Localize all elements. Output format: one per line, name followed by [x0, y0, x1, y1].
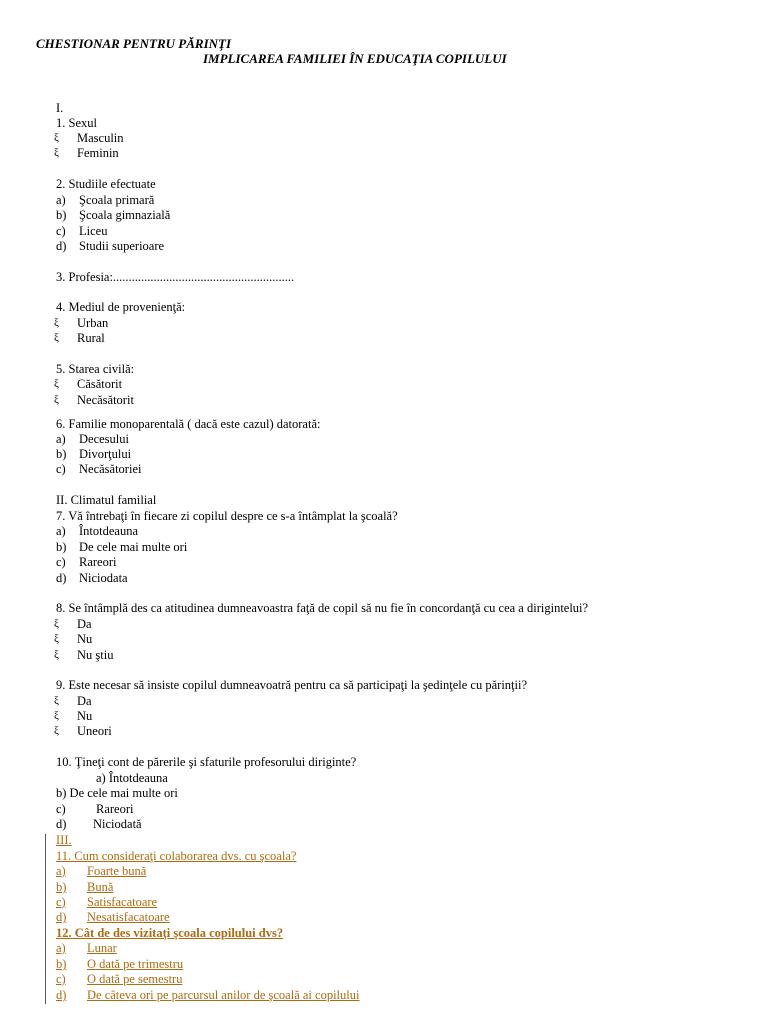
question-1: 1. Sexul: [56, 116, 97, 130]
q8-option: Da: [77, 617, 92, 631]
q9-option: Uneori: [77, 724, 112, 738]
q5-option: Căsătorit: [77, 377, 123, 391]
q11-option: Nesatisfacatoare: [87, 910, 170, 924]
q7-letter: a): [56, 524, 66, 538]
q6-letter: a): [56, 432, 66, 446]
section-roman-1: I.: [56, 101, 64, 115]
q2-letter: b): [56, 208, 67, 222]
bullet-icon: ξ: [54, 710, 59, 722]
q7-letter: b): [56, 540, 67, 554]
question-5: 5. Starea civilă:: [56, 362, 135, 376]
bullet-icon: ξ: [54, 649, 59, 661]
question-11: 11. Cum consideraţi colaborarea dvs. cu şcoala?: [56, 849, 297, 863]
q12-letter: c): [56, 972, 66, 986]
q9-option: Da: [77, 694, 92, 708]
title-line-1: CHESTIONAR PENTRU PĂRINŢI: [36, 36, 232, 51]
q2-letter: d): [56, 239, 67, 253]
q11-letter: a): [56, 864, 66, 878]
bullet-icon: ξ: [54, 725, 59, 737]
bullet-icon: ξ: [54, 633, 59, 645]
q1-option: Masculin: [77, 131, 124, 145]
question-2: 2. Studiile efectuate: [56, 177, 156, 191]
question-10: 10. Ţineţi cont de părerile şi sfaturile profesorului diriginte?: [56, 755, 357, 769]
q11-option: Satisfacatoare: [87, 895, 158, 909]
q2-option: Şcoala gimnazială: [79, 208, 171, 222]
q12-option: Lunar: [87, 941, 117, 955]
q6-letter: c): [56, 462, 66, 476]
q12-letter: d): [56, 988, 67, 1002]
section-roman-2: II. Climatul familial: [56, 493, 157, 507]
question-3: 3. Profesia:..........................................................: [56, 270, 295, 284]
q7-option: Niciodata: [79, 571, 128, 585]
q10-letter: d): [56, 817, 67, 831]
q2-option: Şcoala primară: [79, 193, 155, 207]
q12-letter: a): [56, 941, 66, 955]
q7-option: De cele mai multe ori: [79, 540, 188, 554]
q6-letter: b): [56, 447, 67, 461]
q11-letter: c): [56, 895, 66, 909]
q2-letter: c): [56, 224, 66, 238]
q2-letter: a): [56, 193, 66, 207]
q4-option: Urban: [77, 316, 109, 330]
q10-letter: c): [56, 802, 66, 816]
q7-letter: c): [56, 555, 66, 569]
q12-letter: b): [56, 957, 67, 971]
q8-option: Nu: [77, 632, 93, 646]
q10-option: Rareori: [96, 802, 134, 816]
q11-letter: d): [56, 910, 67, 924]
bullet-icon: ξ: [54, 378, 59, 390]
question-8: 8. Se întâmplă des ca atitudinea dumneavoastra faţă de copil să nu fie în concordanţă cu cea a dirigintelui?: [56, 601, 589, 615]
bullet-icon: ξ: [54, 147, 59, 159]
q8-option: Nu ştiu: [77, 648, 114, 662]
q11-option: Foarte bună: [87, 864, 147, 878]
question-9: 9. Este necesar să insiste copilul dumneavoatră pentru ca să participaţi la şedinţele cu părinţii?: [56, 678, 528, 692]
bullet-icon: ξ: [54, 394, 59, 406]
q9-option: Nu: [77, 709, 93, 723]
q1-option: Feminin: [77, 146, 119, 160]
question-4: 4. Mediul de provenienţă:: [56, 300, 186, 314]
q6-option: Decesului: [79, 432, 129, 446]
q6-option: Necăsătoriei: [79, 462, 142, 476]
q7-letter: d): [56, 571, 67, 585]
q4-option: Rural: [77, 331, 105, 345]
title-line-2: IMPLICAREA FAMILIEI ÎN EDUCAŢIA COPILULUI: [203, 51, 507, 66]
q10-option: b) De cele mai multe ori: [56, 786, 178, 800]
section-roman-3: III.: [56, 833, 72, 847]
q2-option: Studii superioare: [79, 239, 165, 253]
q7-option: Întotdeauna: [79, 524, 139, 538]
question-7: 7. Vă întrebaţi în fiecare zi copilul despre ce s-a întâmplat la şcoală?: [56, 509, 398, 523]
q5-option: Necăsătorit: [77, 393, 134, 407]
bullet-icon: ξ: [54, 317, 59, 329]
q6-option: Divorţului: [79, 447, 132, 461]
bullet-icon: ξ: [54, 332, 59, 344]
change-bar: [45, 834, 46, 1004]
bullet-icon: ξ: [54, 132, 59, 144]
q11-option: Bună: [87, 880, 114, 894]
question-12: 12. Cât de des vizitaţi şcoala copilului dvs?: [56, 926, 284, 940]
q12-option: De câteva ori pe parcursul anilor de şcoală ai copilului: [87, 988, 360, 1002]
q12-option: O dată pe semestru: [87, 972, 183, 986]
q10-option: a) Întotdeauna: [96, 771, 168, 785]
q10-option: Niciodată: [93, 817, 142, 831]
q12-option: O dată pe trimestru: [87, 957, 184, 971]
q11-letter: b): [56, 880, 67, 894]
q2-option: Liceu: [79, 224, 108, 238]
bullet-icon: ξ: [54, 695, 59, 707]
bullet-icon: ξ: [54, 618, 59, 630]
question-6: 6. Familie monoparentală ( dacă este cazul) datorată:: [56, 417, 321, 431]
q7-option: Rareori: [79, 555, 117, 569]
